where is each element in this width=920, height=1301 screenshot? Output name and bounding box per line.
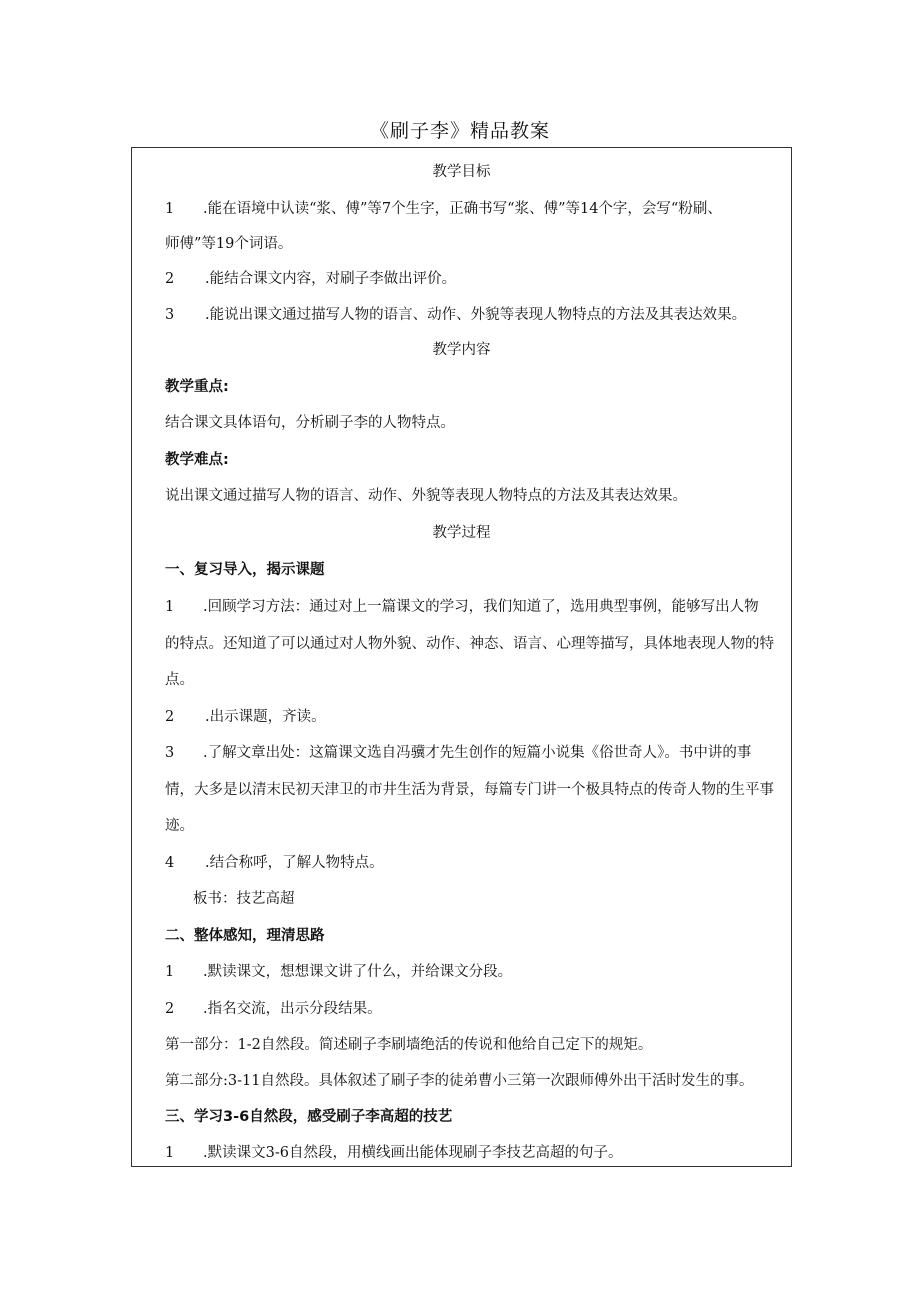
part1-item-1-line3: 点。 [165, 672, 194, 688]
part2-title: 二、整体感知，理清思路 [165, 928, 325, 944]
process-header: 教学过程 [432, 525, 491, 541]
difficulty-text: 说出课文通过描写人物的语言、动作、外貌等表现人物特点的方法及其表达效果。 [165, 488, 687, 504]
content-header: 教学内容 [432, 342, 491, 358]
goal-item-3: 3 .能说出课文通过描写人物的语言、动作、外貌等表现人物特点的方法及其表达效果。 [165, 307, 747, 323]
part2-paragraph-2: 第二部分:3-11自然段。具体叙述了刷子李的徒弟曹小三第一次跟师傅外出干活时发生的事。 [165, 1073, 754, 1089]
difficulty-label: 教学难点: [165, 452, 229, 468]
board-note: 板书：技艺高超 [193, 891, 295, 907]
goal-item-2: 2 .能结合课文内容，对刷子李做出评价。 [165, 271, 457, 287]
goal-item-1-cont: 师傅”等19个词语。 [165, 236, 293, 252]
part1-item-2: 2 .出示课题，齐读。 [165, 709, 326, 725]
document-title: 《刷子李》精品教案 [369, 120, 550, 142]
part3-title: 三、学习3-6自然段，感受刷子李高超的技艺 [165, 1109, 453, 1125]
part1-item-1: 1 .回顾学习方法：通过对上一篇课文的学习，我们知道了，选用典型事例，能够写出人物 [165, 599, 759, 615]
part3-item-1: 1 .默读课文3-6自然段，用横线画出能体现刷子李技艺高超的句子。 [165, 1145, 623, 1161]
key-point-text: 结合课文具体语句，分析刷子李的人物特点。 [165, 415, 455, 431]
part1-item-3-line2: 情，大多是以清末民初天津卫的市井生活为背景，每篇专门讲一个极具特点的传奇人物的生平事 [165, 782, 774, 798]
part1-item-4: 4 .结合称呼，了解人物特点。 [165, 855, 384, 871]
part1-item-3: 3 .了解文章出处：这篇课文选自冯骥才先生创作的短篇小说集《俗世奇人》。书中讲的事 [165, 745, 752, 761]
key-point-label: 教学重点: [165, 379, 229, 395]
goals-header: 教学目标 [432, 164, 491, 180]
part2-item-1: 1 .默读课文，想想课文讲了什么，并给课文分段。 [165, 964, 513, 980]
goal-item-1: 1 .能在语境中认读“浆、傅”等7个生字，正确书写“浆、傅”等14个字，会写“粉刷、 [165, 201, 722, 217]
part1-title: 一、复习导入，揭示课题 [165, 562, 325, 578]
part1-item-3-line3: 迹。 [165, 818, 194, 834]
part1-item-1-line2: 的特点。还知道了可以通过对人物外貌、动作、神态、语言、心理等描写，具体地表现人物的特 [165, 636, 774, 652]
part2-item-2: 2 .指名交流，出示分段结果。 [165, 1001, 382, 1017]
part2-paragraph-1: 第一部分：1-2自然段。简述刷子李刷墙绝活的传说和他给自己定下的规矩。 [165, 1037, 653, 1053]
